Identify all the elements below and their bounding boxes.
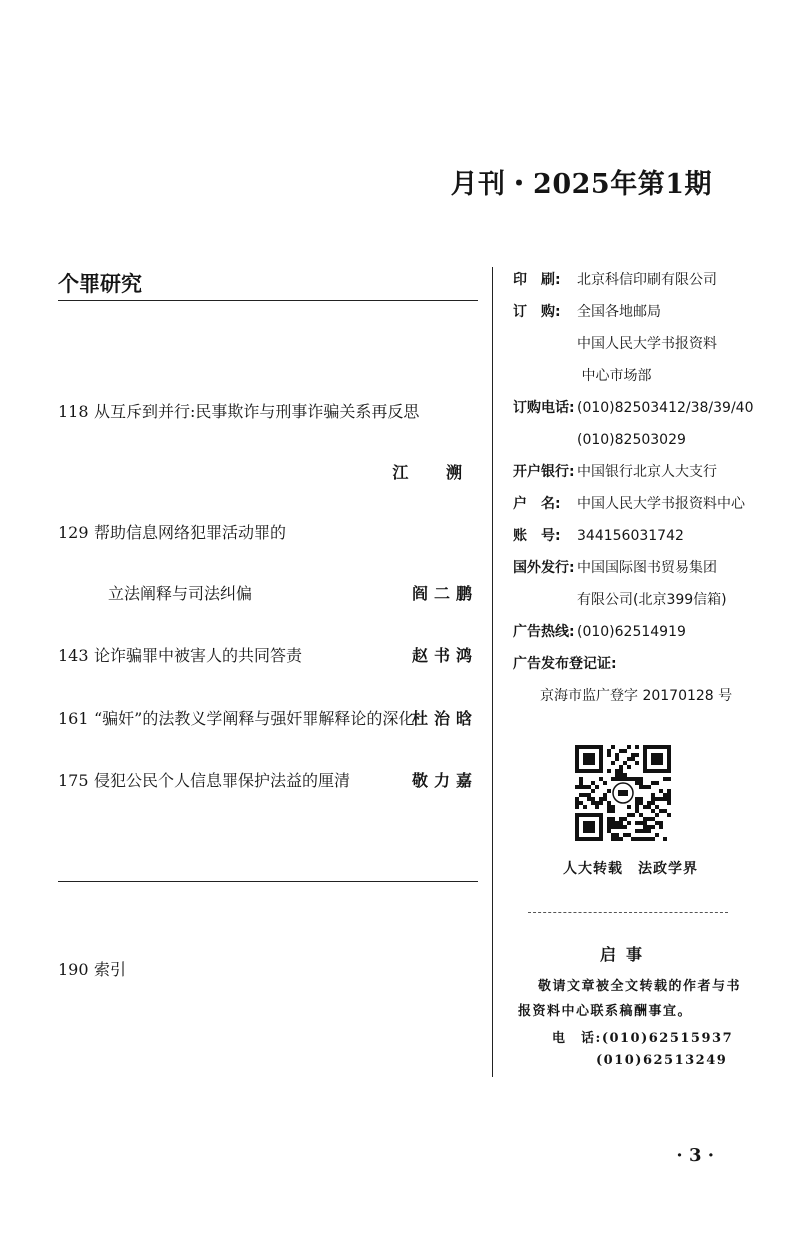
toc-entry[interactable] bbox=[58, 580, 478, 608]
info-account-name bbox=[513, 494, 745, 514]
info-label: 订 购: bbox=[513, 304, 561, 320]
toc-page-number: 143 bbox=[58, 646, 89, 665]
info-value: (010)62514919 bbox=[577, 624, 686, 640]
info-label: 订购电话: bbox=[513, 400, 575, 416]
notice-line: 报资料中心联系稿酬事宜。 bbox=[518, 1004, 693, 1019]
info-label: 开户银行: bbox=[513, 464, 575, 480]
section-top-rule bbox=[58, 300, 478, 301]
info-label: 广告发布登记证: bbox=[513, 656, 617, 672]
qr-code bbox=[575, 745, 671, 841]
toc-entry[interactable] bbox=[58, 642, 478, 670]
info-label: 广告热线: bbox=[513, 624, 575, 640]
toc-entry[interactable] bbox=[58, 398, 478, 426]
section-bottom-rule bbox=[58, 881, 478, 882]
toc-entry[interactable] bbox=[58, 705, 478, 733]
info-label: 印 刷: bbox=[513, 272, 561, 288]
info-value: 全国各地邮局 bbox=[577, 304, 661, 320]
info-printer bbox=[513, 270, 717, 290]
toc-page-number: 161 bbox=[58, 709, 89, 728]
info-value: (010)82503412/38/39/40 bbox=[577, 400, 754, 416]
info-order bbox=[513, 302, 661, 322]
toc-entry[interactable] bbox=[58, 459, 478, 487]
column-divider bbox=[492, 267, 493, 1077]
qr-caption: 人大转载 法政学界 bbox=[563, 861, 698, 877]
toc-article-title: 立法阐释与司法纠偏 bbox=[108, 584, 253, 603]
notice-title: 启事 bbox=[600, 945, 653, 964]
toc-author: 敬力嘉 bbox=[411, 771, 478, 790]
info-value: 有限公司(北京399信箱) bbox=[577, 592, 727, 608]
index-page-number: 190 bbox=[58, 960, 89, 979]
info-value: (010)82503029 bbox=[577, 432, 686, 448]
info-value: 中心市场部 bbox=[577, 368, 652, 384]
info-label: 账 号: bbox=[513, 528, 561, 544]
qr-code-graphic bbox=[575, 745, 671, 841]
toc-page-number: 129 bbox=[58, 523, 89, 542]
section-title: 个罪研究 bbox=[58, 271, 142, 296]
page-number: · 3 · bbox=[676, 1145, 714, 1166]
index-title: 索引 bbox=[94, 960, 127, 979]
info-value: 京海市监广登字 20170128 号 bbox=[540, 688, 733, 704]
toc-article-title: 论诈骗罪中被害人的共同答责 bbox=[94, 646, 303, 665]
toc-author: 江 溯 bbox=[392, 463, 478, 482]
info-account-number bbox=[513, 526, 684, 546]
info-label: 国外发行: bbox=[513, 560, 575, 576]
toc-article-title: 帮助信息网络犯罪活动罪的 bbox=[94, 523, 287, 542]
info-overseas-cont bbox=[513, 590, 727, 610]
toc-author: 杜治晗 bbox=[411, 709, 478, 728]
toc-author: 阎二鹏 bbox=[411, 584, 478, 603]
info-ad-license bbox=[513, 654, 617, 674]
notice-phone bbox=[552, 1027, 733, 1046]
notice-phone-label: 电 话: bbox=[552, 1031, 602, 1046]
info-order-cont bbox=[513, 366, 651, 386]
info-overseas bbox=[513, 558, 717, 578]
toc-entry[interactable] bbox=[58, 519, 478, 547]
toc-article-title: 从互斥到并行:民事欺诈与刑事诈骗关系再反思 bbox=[94, 402, 420, 421]
notice-phone: (010)62513249 bbox=[596, 1053, 728, 1068]
info-bank bbox=[513, 462, 717, 482]
dashed-divider bbox=[528, 912, 728, 913]
toc-entry[interactable] bbox=[58, 767, 478, 795]
info-value: 中国国际图书贸易集团 bbox=[577, 560, 717, 576]
info-value: 344156031742 bbox=[577, 528, 684, 544]
info-ad-license-number bbox=[540, 686, 732, 706]
info-value: 中国人民大学书报资料中心 bbox=[577, 496, 745, 512]
info-value: 北京科信印刷有限公司 bbox=[577, 272, 717, 288]
info-label: 户 名: bbox=[513, 496, 561, 512]
toc-article-title: 侵犯公民个人信息罪保护法益的厘清 bbox=[94, 771, 351, 790]
info-order-cont bbox=[513, 334, 717, 354]
notice-phone-value: (010)62515937 bbox=[601, 1031, 734, 1046]
issue-label: 月刊・2025年第1期 bbox=[450, 169, 712, 200]
index-entry[interactable] bbox=[58, 956, 478, 984]
info-order-phone-cont bbox=[513, 430, 686, 450]
toc-page-number: 175 bbox=[58, 771, 89, 790]
notice-line: 敬请文章被全文转载的作者与书 bbox=[538, 979, 742, 994]
info-ad-hotline bbox=[513, 622, 686, 642]
info-value: 中国银行北京人大支行 bbox=[577, 464, 717, 480]
toc-author: 赵书鸿 bbox=[411, 646, 478, 665]
toc-page-number: 118 bbox=[58, 402, 89, 421]
toc-article-title: “骗奸”的法教义学阐释与强奸罪解释论的深化 bbox=[94, 709, 415, 728]
info-order-phone bbox=[513, 398, 754, 418]
info-value: 中国人民大学书报资料 bbox=[577, 336, 717, 352]
